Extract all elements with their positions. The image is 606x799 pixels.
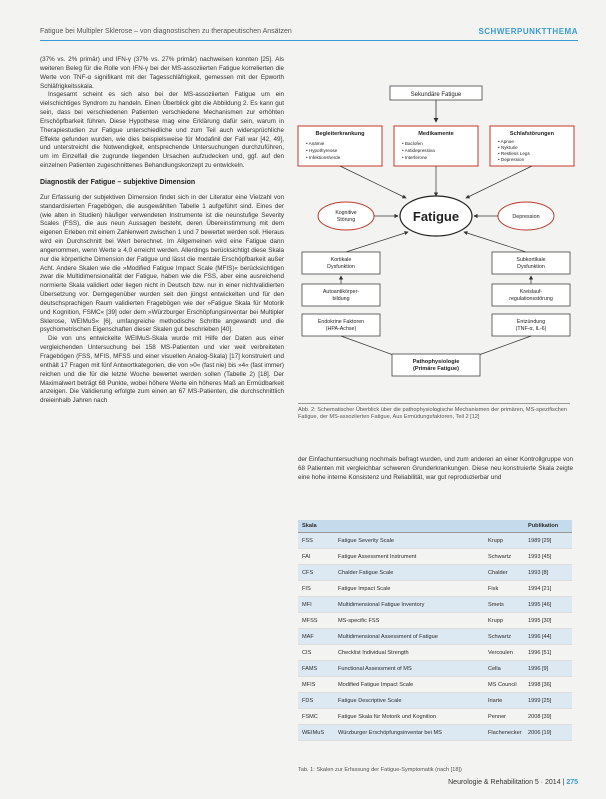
table-cell: 1993 [45] (528, 553, 552, 560)
diagram-r2-right: Kreislauf-regulationsstörung (509, 289, 553, 302)
table-cell: Fisk (488, 585, 499, 592)
table-cell: FSMC (302, 713, 318, 720)
table-cell: 1996 [51] (528, 649, 552, 656)
paragraph: (37% vs. 2% primär) und IFN-γ (37% vs. 27% primär) nachweisen konnten [25]. Als weiteren Beleg für die Rolle von IFN-γ bei der MS-assoziierten Fatigue korrelierten die Werte von TNF-α signifikant mit der Tagesschläfrigkeit, gemessen mit der Epworth Schläfrigkeitsskala. (40, 56, 284, 90)
table-header-row (298, 520, 572, 533)
table-cell: MS-specific FSS (338, 617, 380, 624)
diagram-box2-item: • Antidepressiva (402, 148, 435, 153)
scales-table (298, 520, 572, 741)
paragraph: Insgesamt scheint es sich also bei der MS-assoziierten Fatigue um ein vielschichtiges Syndrom zu handeln. Einen Überblick gibt die Abbildung 2. Es kann gut sein, dass bei verschiedenen Patienten verschiedene Mechanismen zur erhöhten Erschöpfbarkeit führen. Diese Hypothese mag eine Erklärung dafür sein, warum in Therapiestudien zur Fatigue unterschiedliche und zum Teil auch widersprüchliche Effekte gefunden wurden, wie dies beispielsweise für Modafinil der Fall war [42, 49], und unterstreicht die Notwendigkeit, entsprechende Untersuchungen durchzuführen, um im Einzelfall die zugrunde liegenden Ursachen aufzudecken und, ggf. auf den einzelnen Patienten zugeschnittenes Behandlungskonzept zu entwickeln. (40, 91, 284, 170)
table-row (298, 581, 572, 597)
figure-caption: Abb. 2: Schematischer Überblick über die pathophysiologische Mechanismen der primären, MS-spezifischen Fatigue, der MS-assoziierten Fatigue, Aus Ermüdungsfaktoren, Teil 2 [12] (298, 407, 567, 421)
diagram-box2-item: • Baclofen (402, 141, 423, 146)
table-header-cell: Publikation (528, 523, 559, 529)
table-row (298, 565, 572, 581)
diagram-bottom-label: Pathophysiologie (Primäre Fatigue) (412, 359, 460, 372)
table-cell: CIS (302, 649, 312, 656)
table-cell: Iriarte (488, 697, 503, 704)
table-cell: Functional Assessment of MS (338, 665, 412, 672)
paragraph: der Einfachuntersuchung nochmals befragt wurden, und zum anderen an einer Kontrollgruppe von 68 Patienten mit vergleichbar schweren Grunderkrankungen. Diese neu konstruierte Skala zeigte eine hohe interne Konsistenz und Reliabilität, war gut reproduzierbar und (298, 456, 573, 481)
diagram-right-oval: Depression (512, 214, 540, 220)
table-cell: MAF (302, 633, 314, 640)
table-cell: Fatigue Descriptive Scale (338, 697, 402, 704)
table-caption: Tab. 1: Skalen zur Erfassung der Fatigue-Symptomatik (nach [18]) (298, 767, 462, 773)
table-cell: Fatigue Impact Scale (338, 585, 391, 592)
paragraph: Zur Erfassung der subjektiven Dimension findet sich in der Literatur eine Vielzahl von standardisierten Fragebögen, die ausgewählten Tabelle 1 aufgeführt sind. Eines der (wie alten in Studien) häufiger verwendeten Instrumente ist die neunstufige Severity Scales (FSS), die aus neun Aussagen besteht, deren Übereinstimmung mit dem eigenen Erleben mit einem Zahlenwert zwischen 1 und 7 bewertet werden soll. Hieraus wird ein Durchschnitt bei Wert berechnet. Im Allgemeinen wird eine Fatigue dann angenommen, wenn Werte ≥ 4,0 erreicht werden. Allerdings berücksichtigt diese Skala nur die körperliche Dimension der Fatigue und lässt die mentale Erschöpfbarkeit außer Acht. Andere Skalen wie die »Modified Fatigue Impact Scale (MFIS)« berücksichtigen zwar die Multidimensionalität der Fatigue, haben wie die FSS, aber eine ausreichend normierte Skala validiert oder liegen nicht in Deutsch bzw. nur in einer nichtvalidierten Übersetzung vor. Demgegenüber wurden seit den jüngst entwickelten und für den deutschsprachigen Raum validierten Fragebögen wie der »Fatigue Skala für Motorik und Kognition, FSMC« [39] oder dem »Würzburger Erschöpfungsinventar bei Multipler Sklerose, WEIMuS« [6], umfangreiche methodische Schritte angewandt und die psychometrischen Eigenschaften dieser Skalen gut beschrieben [40]. (40, 193, 284, 334)
table-row (298, 629, 572, 645)
diagram-box1-item: • Infektionsherde (306, 155, 341, 160)
table-row (298, 613, 572, 629)
table-cell: 1996 [9] (528, 665, 549, 672)
diagram-r2-left: Autoantikörper-bildung (322, 289, 360, 302)
diagram-box2-item: • Interferone (402, 155, 428, 160)
table-cell: FAI (302, 553, 311, 560)
journal-name: Neurologie & Rehabilitation 5 · 2014 | (448, 779, 565, 786)
table-cell: Vercoulen (488, 649, 513, 656)
table-cell: Chalder (488, 569, 508, 576)
header-rule (40, 40, 578, 41)
table-cell: Multidimensional Assessment of Fatigue (338, 633, 438, 640)
table-cell: 1998 [36] (528, 681, 552, 688)
table-cell: MFIS (302, 681, 316, 688)
table-cell: Flachenecker (488, 729, 522, 736)
figure-rule (298, 403, 570, 404)
table-cell: Schwartz (488, 553, 512, 560)
table-cell: Würzburger Erschöpfungsinventar bei MS (338, 729, 442, 736)
diagram-left-oval: Kognitive Störung (335, 210, 357, 223)
table-cell: Penner (488, 713, 507, 720)
page-footer (448, 779, 578, 786)
paragraph: Die von uns entwickelte WEIMuS-Skala wurde mit Hilfe der Daten aus einer vergleichenden Untersuchung bei 158 MS-Patienten und vier weit verbreiteten Fragebögen (FSS, MFIS, MFSS und einer visuellen Analog-Skala) [17] konstruiert und enthält 17 Fragen mit fünf Antwortkategorien, die von »0« (fast nie) bis »4« (fast immer) reichen und die für die letzte Woche bewertet werden sollen (Tabelle 2) [18]. Der Maximalwert beträgt 68 Punkte, wobei höhere Werte ein höheres Maß an Ermüdbarkeit anzeigen. Die Validierung erfolgte zum einen an 67 MS-Patienten, die durchschnittlich dreieinhalb Jahren nach (40, 335, 284, 405)
table-row (298, 725, 572, 741)
table-row (298, 709, 572, 725)
diagram-box1-title: Begleiterkrankung (315, 131, 365, 137)
table-cell: MFI (302, 601, 312, 608)
table-cell: 1995 [46] (528, 601, 552, 608)
table-cell: MS Council (488, 681, 517, 688)
table-cell: FIS (302, 585, 311, 592)
table-cell: MFSS (302, 617, 318, 624)
table-cell: Krupp (488, 617, 503, 624)
table-cell: 2008 [39] (528, 713, 552, 720)
right-text-column (298, 456, 573, 483)
table-cell: FDS (302, 697, 314, 704)
table-cell: 1994 [21] (528, 585, 552, 592)
fatigue-diagram (296, 80, 576, 390)
table-cell: Fatigue Skala für Motorik und Kognition (338, 713, 436, 720)
table-cell: Krupp (488, 537, 503, 544)
table-cell: Chalder Fatigue Scale (338, 569, 394, 576)
section-label: SCHWERPUNKTTHEMA (478, 27, 578, 36)
diagram-top-label: Sekundäre Fatigue (410, 92, 462, 98)
diagram-box2-title: Medikamente (418, 131, 454, 137)
table-body (298, 533, 572, 741)
table-cell: 1996 [44] (528, 633, 552, 640)
table-cell: WEIMuS (302, 729, 325, 736)
table-cell: Cella (488, 665, 501, 672)
table-cell: 1995 [30] (528, 617, 552, 624)
table-cell: CFS (302, 569, 314, 576)
table-row (298, 693, 572, 709)
diagram-r3-left: Endokrine Faktoren (HPA-Achse) (317, 319, 365, 332)
diagram-box1-item: • Anämie (306, 141, 325, 146)
table-row (298, 533, 572, 549)
table-cell: 1989 [29] (528, 537, 552, 544)
diagram-box3-item: • Restless Legs (498, 151, 530, 156)
table-cell: Multidimensional Fatigue Inventory (338, 601, 425, 608)
table-row (298, 645, 572, 661)
diagram-box3-item: • Depression (498, 157, 525, 162)
table-cell: Modified Fatigue Impact Scale (338, 681, 414, 688)
diagram-r3-right: Entzündung (TNF-α, IL-6) (515, 319, 547, 332)
diagram-mid-right: Subkortikale Dysfunktion (516, 257, 546, 270)
table-cell: Checklist Individual Strength (338, 649, 409, 656)
section-heading: Diagnostik der Fatigue – subjektive Dimension (40, 178, 196, 186)
table-cell: Fatigue Assessment Instrument (338, 553, 417, 560)
diagram-mid-left: Kortikale Dysfunktion (327, 257, 355, 270)
table-row (298, 677, 572, 693)
diagram-box3-item: • Apnoe (498, 139, 514, 144)
table-cell: FSS (302, 537, 313, 544)
table-cell: 1993 [8] (528, 569, 549, 576)
diagram-box3-item: • Nykturie (498, 145, 518, 150)
table-row (298, 549, 572, 565)
table-cell: Smets (488, 601, 504, 608)
table-cell: FAMS (302, 665, 318, 672)
diagram-center-label: Fatigue (412, 209, 460, 224)
page-number: 275 (566, 779, 578, 786)
diagram-box1-item: • Hypothyreose (306, 148, 338, 153)
table-cell: Fatigue Severity Scale (338, 537, 394, 544)
table-cell: 2006 [19] (528, 729, 552, 736)
diagram-box3-title: Schlafstörungen (509, 131, 555, 137)
table-cell: 1999 [25] (528, 697, 552, 704)
table-cell: Schwartz (488, 633, 512, 640)
running-header: Fatigue bei Multipler Sklerose – von diagnostischen zu therapeutischen Ansätzen (40, 28, 292, 35)
table-row (298, 661, 572, 677)
left-text-column (40, 56, 284, 406)
table-header-cell: Skala (302, 523, 317, 529)
table-row (298, 597, 572, 613)
